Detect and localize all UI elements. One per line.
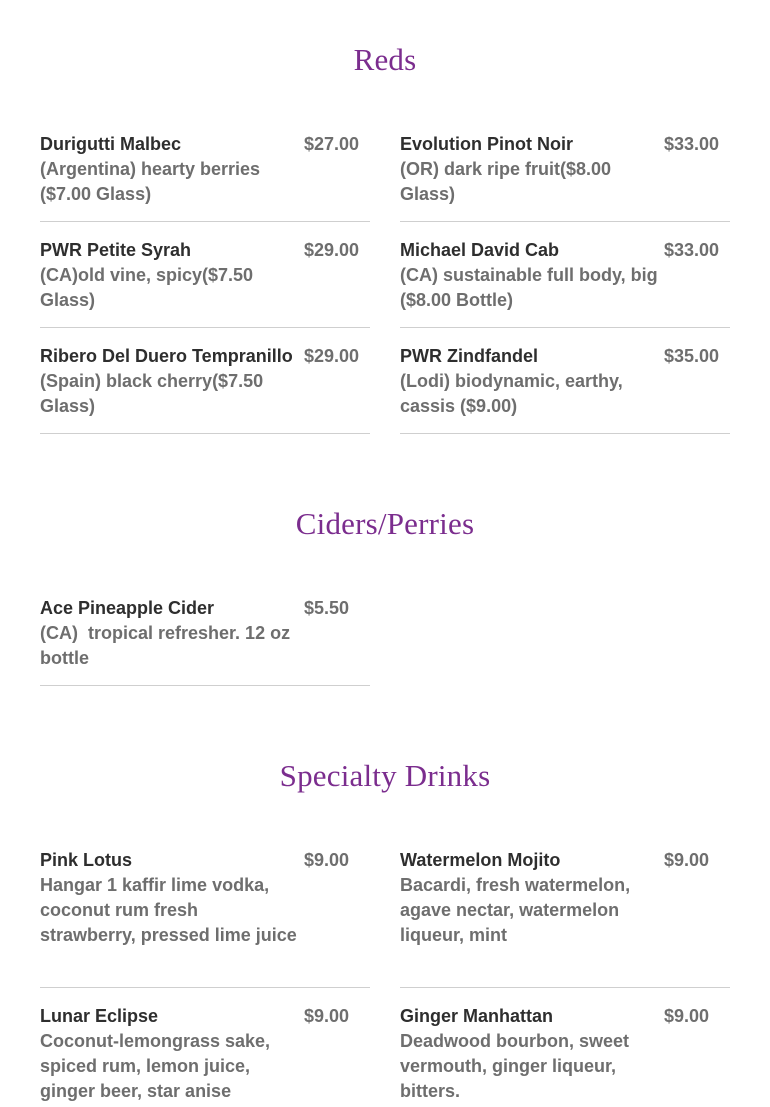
item-name: Ginger Manhattan (400, 1006, 554, 1026)
item-name: PWR Zindfandel (400, 346, 538, 366)
menu-item-watermelon-mojito (400, 848, 730, 988)
item-name: Pink Lotus (40, 850, 133, 870)
item-description: Deadwood bourbon, sweet vermouth, ginger liqueur, bitters. (400, 1031, 635, 1101)
item-price: $29.00 (304, 240, 360, 260)
item-description: (Spain) black cherry($7.50 Glass) (40, 371, 269, 416)
item-description: Bacardi, fresh watermelon, agave nectar, watermelon liqueur, mint (400, 875, 636, 945)
item-name: Ribero Del Duero Tempranillo (40, 346, 293, 366)
item-description: (OR) dark ripe fruit($8.00 Glass) (400, 159, 617, 204)
item-price: $9.00 (304, 1006, 350, 1026)
item-name: Watermelon Mojito (400, 850, 561, 870)
item-price: $9.00 (664, 1006, 710, 1026)
item-description: Coconut-lemongrass sake, spiced rum, lemon juice, ginger beer, star anise (40, 1031, 276, 1101)
item-price: $27.00 (304, 134, 360, 154)
item-name: Evolution Pinot Noir (400, 134, 573, 154)
section-title-reds: Reds (353, 42, 417, 77)
item-price: $9.00 (664, 850, 710, 870)
item-description: (Argentina) hearty berries ($7.00 Glass) (40, 159, 266, 204)
menu-item-durigutti-malbec (40, 132, 370, 222)
item-name: Durigutti Malbec (40, 134, 182, 154)
item-name: Lunar Eclipse (40, 1006, 159, 1026)
menu-item-pink-lotus (40, 848, 370, 988)
item-name: PWR Petite Syrah (40, 240, 192, 260)
item-description: Hangar 1 kaffir lime vodka, coconut rum fresh strawberry, pressed lime juice (40, 875, 297, 945)
item-price: $33.00 (664, 240, 720, 260)
menu-item-lunar-eclipse (40, 1004, 370, 1107)
menu-item-evolution-pinot-noir (400, 132, 730, 222)
section-title-specialty-drinks: Specialty Drinks (279, 758, 491, 793)
item-name: Michael David Cab (400, 240, 560, 260)
item-price: $33.00 (664, 134, 720, 154)
item-description: (CA) tropical refresher. 12 oz bottle (40, 623, 296, 668)
menu-item-michael-david-cab (400, 238, 730, 328)
item-description: (Lodi) biodynamic, earthy, cassis ($9.00) (400, 371, 628, 416)
item-name: Ace Pineapple Cider (40, 598, 215, 618)
item-description: (CA)old vine, spicy($7.50 Glass) (40, 265, 259, 310)
item-description: (CA) sustainable full body, big ($8.00 Bottle) (400, 265, 663, 310)
menu-item-pwr-petite-syrah (40, 238, 370, 328)
item-price: $9.00 (304, 850, 350, 870)
item-price: $5.50 (304, 598, 350, 618)
section-title-ciders: Ciders/Perries (295, 506, 475, 541)
item-price: $35.00 (664, 346, 720, 366)
menu-item-ginger-manhattan (400, 1004, 730, 1107)
item-price: $29.00 (304, 346, 360, 366)
menu-item-ribero-del-duero (40, 344, 370, 434)
menu-item-pwr-zindfandel (400, 344, 730, 434)
menu-item-ace-pineapple-cider (40, 596, 370, 686)
